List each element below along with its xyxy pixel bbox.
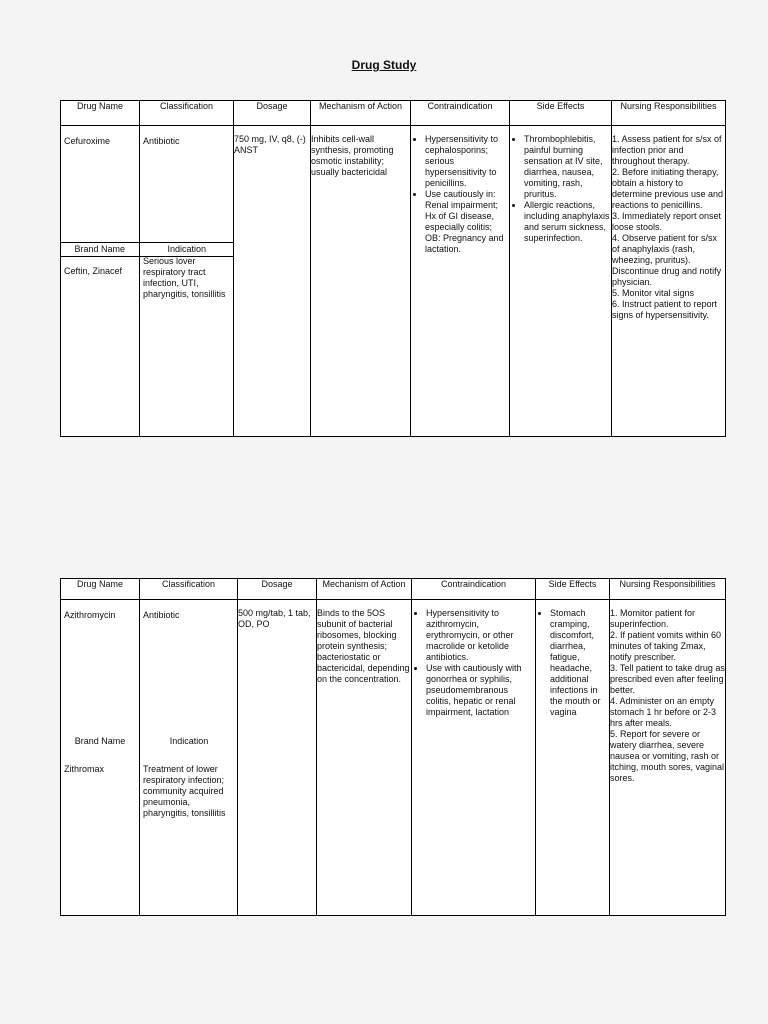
brand-name-label: Brand Name — [61, 242, 140, 257]
col-header-classification: Classification — [140, 579, 238, 600]
list-item: • Use with cautiously with gonorrhea or syphilis, pseudomembranous colitis, hepatic or renal impairment, lactation — [426, 663, 535, 718]
drug-info-cell — [61, 600, 238, 916]
table-header-row — [61, 101, 726, 126]
list-item: • Hypersensitivity to azithromycin, erythromycin, or other macrolide or ketolide antibiotics. — [426, 608, 535, 663]
list-item: • Hypersensitivity to cephalosporins; serious hypersensitivity to penicillins. — [425, 134, 509, 189]
dosage-value: 750 mg, IV, q8, (-) ANST — [234, 126, 311, 437]
list-item: 3. Tell patient to take drug as prescribed even after feeling better. — [610, 663, 725, 695]
col-header-contraindication: Contraindication — [412, 579, 536, 600]
list-item: 3. Immediately report onset loose stools. — [612, 211, 722, 232]
side-effects-list — [536, 600, 610, 916]
list-item: 5. Report for severe or watery diarrhea, severe nausea or vomiting, rash or itching, mouth sores, vaginal sores. — [610, 729, 725, 783]
brand-name-label: Brand Name — [74, 736, 126, 746]
col-header-classification: Classification — [140, 101, 234, 126]
table-row — [61, 126, 726, 437]
list-item: • Use cautiously in: Renal impairment; Hx of GI disease, especially colitis; OB: Pregnancy and lactation. — [425, 189, 509, 255]
list-item: • Allergic reactions, including anaphylaxis and serum sickness, superinfection. — [524, 200, 611, 244]
indication-value: Treatment of lower respiratory infection; community acquired pneumonia, pharyngitis, tonsillitis — [143, 764, 226, 818]
nursing-list — [610, 600, 726, 916]
col-header-contraindication: Contraindication — [411, 101, 510, 126]
indication-label: Indication — [169, 736, 209, 746]
nursing-list — [612, 126, 726, 437]
col-header-nursing: Nursing Responsibilities — [610, 579, 726, 600]
mechanism-value: Binds to the 5OS subunit of bacterial ribosomes, blocking protein synthesis; bacteriostatic or bactericidal, depending on the concentration. — [317, 600, 412, 916]
brand-name-value: Ceftin, Zinacef — [64, 266, 123, 276]
list-item: 2. If patient vomits within 60 minutes of taking Zmax, notify prescriber. — [610, 630, 722, 662]
page-title: Drug Study — [351, 58, 417, 72]
col-header-mechanism: Mechanism of Action — [311, 101, 411, 126]
brand-name-value: Zithromax — [64, 764, 105, 774]
col-header-side-effects: Side Effects — [536, 579, 610, 600]
list-item: 4. Observe patient for s/sx of anaphylaxis (rash, wheezing, pruritus). Discontinue drug and notify physician. — [612, 233, 722, 287]
list-item: • Thrombophlebitis, painful burning sensation at IV site, diarrhea, nausea, vomiting, rash, pruritus. — [524, 134, 611, 200]
mechanism-value: Inhibits cell-wall synthesis, promoting osmotic instability; usually bactericidal — [311, 126, 411, 437]
side-effects-list — [510, 126, 612, 437]
col-header-drug-name: Drug Name — [61, 579, 140, 600]
col-header-dosage: Dosage — [234, 101, 311, 126]
drug-table-cefuroxime — [60, 100, 726, 437]
indication-label: Indication — [140, 242, 234, 257]
col-header-drug-name: Drug Name — [61, 101, 140, 126]
generic-name: Azithromycin — [64, 610, 116, 620]
contraindication-list — [412, 600, 536, 916]
classification-value: Antibiotic — [143, 136, 180, 146]
contraindication-list — [411, 126, 510, 437]
list-item: 4. Administer on an empty stomach 1 hr before or 2-3 hrs after meals. — [610, 696, 717, 728]
col-header-side-effects: Side Effects — [510, 101, 612, 126]
generic-name: Cefuroxime — [64, 136, 111, 146]
list-item: 1. Assess patient for s/sx of infection prior and throughout therapy. — [612, 134, 722, 166]
drug-info-cell — [61, 126, 234, 437]
list-item: • Stomach cramping, discomfort, diarrhea, fatigue, headache, additional infections in the mouth or vagina — [550, 608, 609, 718]
list-item: 6. Instruct patient to report signs of hypersensitivity. — [612, 299, 718, 320]
table-header-row — [61, 579, 726, 600]
list-item: 2. Before initiating therapy, obtain a history to determine previous use and reactions to penicillins. — [612, 167, 724, 210]
col-header-nursing: Nursing Responsibilities — [612, 101, 726, 126]
classification-value: Antibiotic — [143, 610, 180, 620]
col-header-dosage: Dosage — [238, 579, 317, 600]
col-header-mechanism: Mechanism of Action — [317, 579, 412, 600]
table-row — [61, 600, 726, 916]
list-item: 1. Momitor patient for superinfection. — [610, 608, 696, 629]
indication-value: Serious lover respiratory tract infection, UTI, pharyngitis, tonsillitis — [143, 256, 226, 299]
dosage-value: 500 mg/tab, 1 tab, OD, PO — [238, 600, 317, 916]
list-item: 5. Monitor vital signs — [612, 288, 695, 298]
drug-table-azithromycin — [60, 578, 726, 916]
